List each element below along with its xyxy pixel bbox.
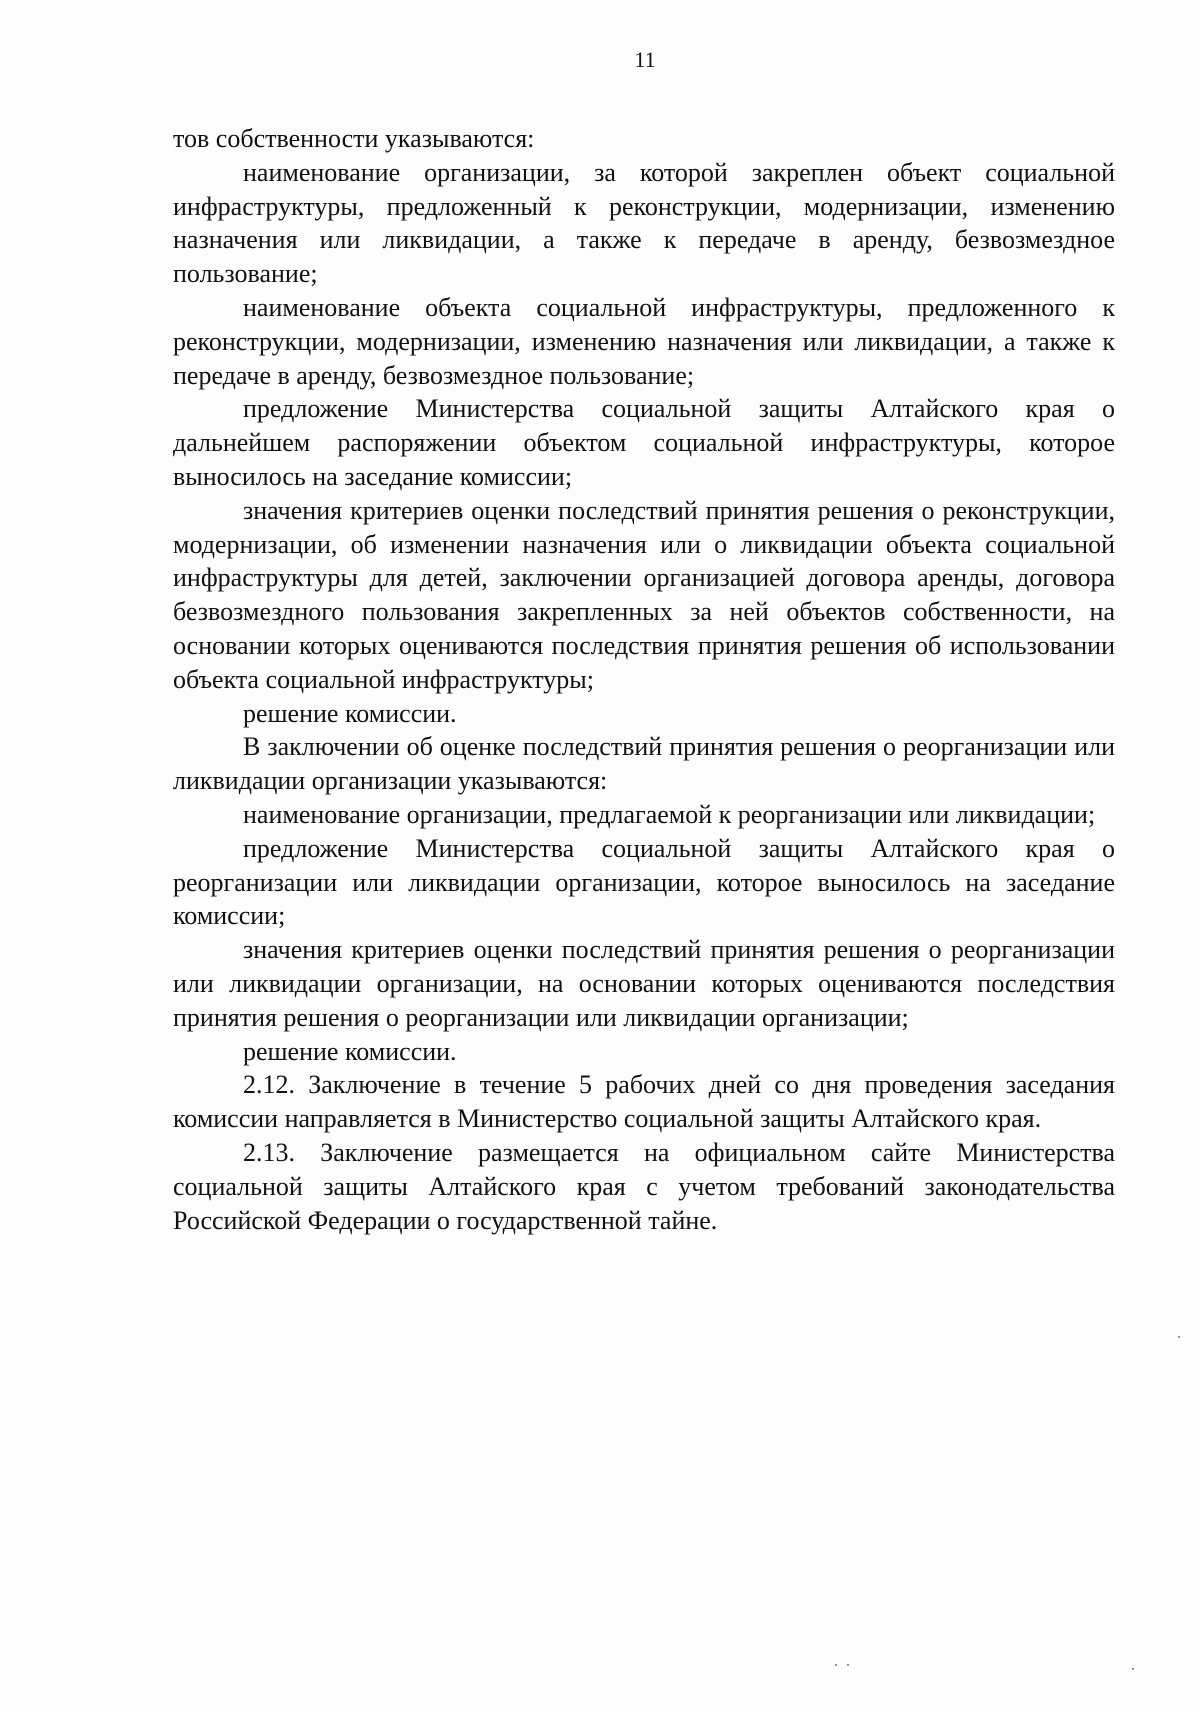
paragraph-organization-name: наименование организации, за которой закреплен объект социальной инфраструктуры, предложенный к реконструкции, модернизации, изменению назначения или ликвидации, а также к передаче в аренду, безвозмездное пользование; [173, 157, 1115, 289]
paragraph-object-name: наименование объекта социальной инфраструктуры, предложенного к реконструкции, модернизации, изменению назначения или ликвидации, а также к передаче в аренду, безвозмездное пользование; [173, 292, 1115, 390]
paragraph-criteria-values: значения критериев оценки последствий принятия решения о реконструкции, модернизации, об изменении назначения или о ликвидации объекта социальной инфраструктуры для детей, заключении организацией договора аренды, договора безвозмездного пользования закрепленных за ней объектов собственности, на основании которых оцениваются последствия принятия решения об использовании объекта социальной инфраструктуры; [173, 495, 1115, 694]
paragraph-commission-decision: решение комиссии. [243, 698, 457, 728]
paragraph-reorganization-criteria-values: значения критериев оценки последствий принятия решения о реорганизации или ликвидации организации, на основании которых оцениваются последствия принятия решения о реорганизации или ликвидации организации; [173, 935, 1115, 1032]
scan-speck [847, 1664, 849, 1666]
paragraph-clause-2-13: 2.13. Заключение размещается на официальном сайте Министерства социальной защиты Алтайского края с учетом требований законодательства Российской Федерации о государственной тайне. [173, 1137, 1115, 1235]
paragraph-clause-2-12: 2.12. Заключение в течение 5 рабочих дней со дня проведения заседания комиссии направляется в Министерство социальной защиты Алтайского края. [173, 1070, 1115, 1134]
paragraph-reorganization-commission-decision: решение комиссии. [243, 1036, 457, 1066]
paragraph-ministry-proposal: предложение Министерства социальной защиты Алтайского края о дальнейшем распоряжении объектом социальной инфраструктуры, которое выносилось на заседание комиссии; [173, 394, 1115, 491]
page-number: 11 [634, 47, 656, 72]
paragraph-reorganization-conclusion: В заключении об оценке последствий принятия решения о реорганизации или ликвидации организации указываются: [173, 732, 1115, 796]
scan-speck [835, 1664, 837, 1666]
scan-speck [1132, 1668, 1134, 1670]
paragraph-continuation: тов собственности указываются: [173, 124, 535, 153]
scan-speck [1178, 1336, 1180, 1338]
paragraph-reorganization-organization-name: наименование организации, предлагаемой к реорганизации или ликвидации; [243, 799, 1096, 829]
paragraph-reorganization-ministry-proposal: предложение Министерства социальной защиты Алтайского края о реорганизации или ликвидации организации, которое выносилось на заседание комиссии; [173, 833, 1115, 931]
document-body [173, 122, 1115, 1237]
